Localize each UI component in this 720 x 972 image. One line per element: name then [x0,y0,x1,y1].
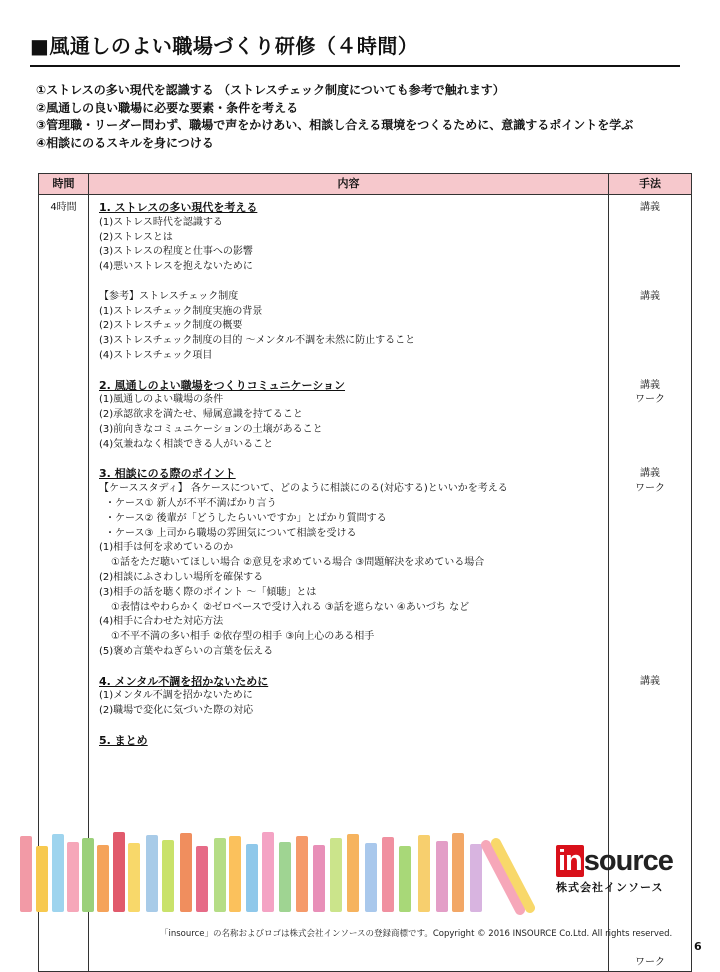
method-label: 講義 [640,675,660,687]
section-line: (4)悪いストレスを抱えないために [99,261,253,273]
section-line: ①表情はやわらかく ②ゼロベースで受け入れる ③話を遮らない ④あいづち など [111,601,470,613]
section-line: (3)ストレスの程度と仕事への影響 [99,246,253,258]
section-line: (2)承認欲求を満たせ、帰属意識を持てること [99,409,303,421]
section-line: 【ケーススタディ】 各ケースについて、どのように相談にのる(対応する)といいかを考える [99,483,508,495]
header-content: 内容 [89,174,609,195]
book-spine [399,846,411,912]
method-label: 講義 [640,468,660,480]
book-spine [229,836,241,912]
book-spine [82,838,94,912]
section-line: (4)相手に合わせた対応方法 [99,616,224,628]
section-line: (4)ストレスチェック項目 [99,349,213,361]
section-line: (1)風通しのよい職場の条件 [99,394,224,406]
book-spine [214,838,226,912]
book-spine [382,837,394,912]
method-label: ワーク [635,956,665,968]
method-label: ワーク [635,483,665,495]
section-line: (3)前向きなコミュニケーションの土壌があること [99,423,323,435]
method-label: 講義 [640,290,660,302]
company-name: 株式会社インソース [556,881,664,894]
book-spine [436,841,448,912]
header-method: 手法 [609,174,692,195]
section-title: 【参考】ストレスチェック制度 [99,290,239,302]
book-spine [452,833,464,912]
book-spine [67,842,79,912]
section-title: 4. メンタル不調を招かないために [99,674,269,688]
section-line: (2)相談にふさわしい場所を確保する [99,571,264,583]
book-spine [246,844,258,912]
section-line: ・ケース① 新人が不平不満ばかり言う [105,497,277,509]
book-spine [162,840,174,912]
section-title: 1. ストレスの多い現代を考える [99,201,258,214]
section-line: (3)ストレスチェック制度の目的 ～メンタル不調を未然に防止すること [99,335,416,347]
section-line: ①不平不満の多い相手 ②依存型の相手 ③向上心のある相手 [111,631,375,643]
section-title: 5. まとめ [99,733,148,747]
book-spine [279,842,291,912]
book-spine [36,846,48,912]
book-spine [20,836,32,912]
book-spine [313,845,325,912]
page-title: ■風通しのよい職場づくり研修（４時間） [30,30,680,67]
book-spine [296,836,308,912]
book-spine [418,835,430,912]
section-title: 2. 風通しのよい職場をつくりコミュニケーション [99,378,346,392]
book-spine [365,843,377,912]
method-label: 講義 [640,202,660,213]
book-spine [113,832,125,912]
section-line: (1)相手は何を求めているのか [99,542,234,554]
book-spine [330,838,342,912]
book-spine [52,834,64,912]
section-line: (2)職場で変化に気づいた際の対応 [99,705,254,717]
method-label: ワーク [635,394,665,406]
book-spine [97,845,109,912]
book-spine [180,833,192,912]
section-line: ・ケース② 後輩が「どうしたらいいですか」とばかり質問する [105,512,387,524]
section-line: (5)褒め言葉やねぎらいの言葉を伝える [99,645,274,657]
section-line: (1)ストレスチェック制度実施の背景 [99,305,263,317]
section-title: 3. 相談にのる際のポイント [99,467,236,481]
insource-logo-mark: insource [558,845,673,877]
section-line: ①話をただ聴いてほしい場合 ②意見を求めている場合 ③問題解決を求めている場合 [111,557,485,569]
book-spine [470,844,482,912]
header-time: 時間 [39,174,89,195]
copyright-footer: 「insource」の名称およびロゴは株式会社インソースの登録商標です。Copyright © 2016 INSOURCE Co.Ltd. All rights reserved. [160,929,673,939]
book-spine [262,832,274,912]
company-logo [556,845,682,895]
page-number: 6 [694,940,702,953]
section-line: (1)メンタル不調を招かないために [99,690,253,702]
section-line: ・ケース③ 上司から職場の雰囲気について相談を受ける [105,527,357,539]
book-spine [146,835,158,912]
time-cell: 4時間 [39,195,89,972]
section-line: (3)相手の話を聴く際のポイント ～「傾聴」とは [99,586,317,598]
objective-item: ①ストレスの多い現代を認識する （ストレスチェック制度についても参考で触れます） [36,83,505,97]
objective-item: ③管理職・リーダー問わず、職場で声をかけあい、相談し合える環境をつくるために、意識するポイントを学ぶ [36,118,634,132]
book-spine [347,834,359,912]
book-spine [128,843,140,912]
section-line: (2)ストレスとは [99,231,173,243]
section-line: (1)ストレス時代を認識する [99,216,223,228]
section-line: (2)ストレスチェック制度の概要 [99,320,243,332]
objective-item: ④相談にのるスキルを身につける [36,135,214,150]
book-spine [196,846,208,912]
method-label: 講義 [640,379,660,391]
section-line: (4)気兼ねなく相談できる人がいること [99,438,274,450]
objective-item: ②風通しの良い職場に必要な要素・条件を考える [36,100,299,115]
